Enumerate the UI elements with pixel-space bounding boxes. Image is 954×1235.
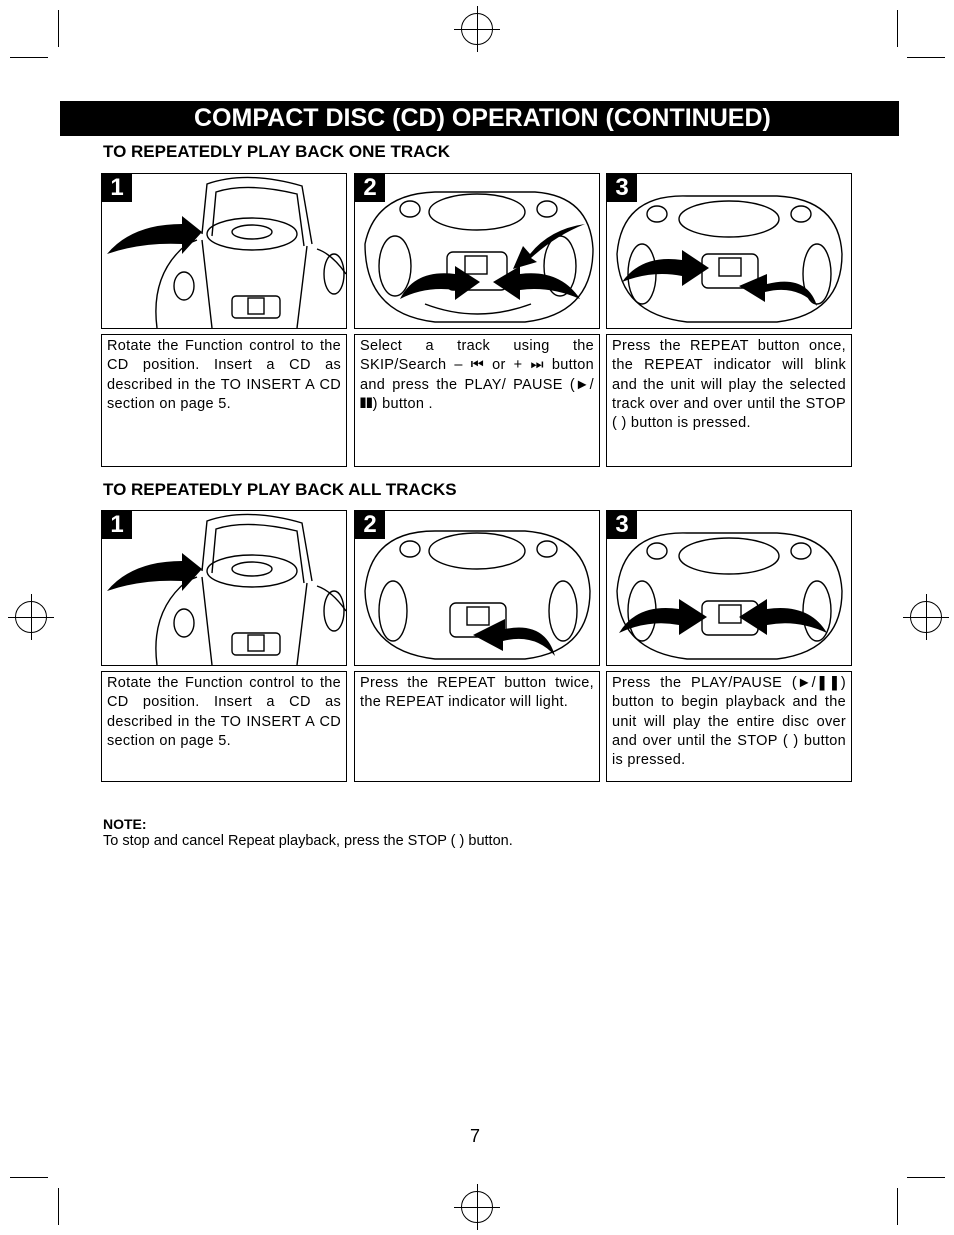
boombox-illustration	[102, 511, 346, 665]
step-number: 1	[102, 511, 132, 539]
step-number: 3	[607, 511, 637, 539]
section-heading-one-track: TO REPEATEDLY PLAY BACK ONE TRACK	[103, 142, 450, 161]
arrow-icon	[107, 216, 202, 254]
arrow-icon	[493, 266, 580, 300]
registration-mark-icon	[461, 1191, 493, 1223]
step-description: Select a track using the SKIP/Search – ⏮ or + ⏭ button and press the PLAY/ PAUSE (►/❚❚) button .	[354, 334, 600, 467]
arrow-icon	[513, 224, 585, 269]
note-text: To stop and cancel Repeat playback, press the STOP ( ) button.	[103, 833, 513, 849]
illustration-panel	[101, 510, 347, 666]
arrow-icon	[107, 553, 202, 591]
crop-mark	[897, 10, 898, 47]
crop-mark	[897, 1188, 898, 1225]
arrow-icon	[622, 250, 709, 286]
section-heading-all-tracks: TO REPEATEDLY PLAY BACK ALL TRACKS	[103, 480, 457, 499]
registration-mark-icon	[910, 601, 942, 633]
arrow-icon	[739, 599, 827, 635]
illustration-panel	[101, 173, 347, 329]
boombox-illustration	[607, 511, 851, 665]
step-number: 2	[355, 511, 385, 539]
arrow-icon	[619, 599, 707, 635]
boombox-illustration	[102, 174, 346, 328]
step-number: 3	[607, 174, 637, 202]
crop-mark	[58, 1188, 59, 1225]
arrow-icon	[400, 266, 480, 300]
crop-mark	[10, 1177, 48, 1178]
arrow-icon	[739, 274, 817, 306]
crop-mark	[10, 57, 48, 58]
boombox-illustration	[355, 511, 599, 665]
illustration-panel	[354, 510, 600, 666]
page-number: 7	[470, 1126, 481, 1146]
crop-mark	[58, 10, 59, 47]
crop-mark	[907, 57, 945, 58]
crop-mark	[907, 1177, 945, 1178]
step-description: Press the REPEAT button twice, the REPEAT indicator will light.	[354, 671, 600, 782]
illustration-panel	[606, 510, 852, 666]
page-title: COMPACT DISC (CD) OPERATION (CONTINUED)	[60, 101, 899, 136]
step-number: 2	[355, 174, 385, 202]
boombox-illustration	[355, 174, 599, 328]
step-number: 1	[102, 174, 132, 202]
illustration-panel	[354, 173, 600, 329]
step-description: Rotate the Function control to the CD position. Insert a CD as described in the TO INSERT A CD section on page 5.	[101, 671, 347, 782]
registration-mark-icon	[15, 601, 47, 633]
boombox-illustration	[607, 174, 851, 328]
step-description: Press the REPEAT button once, the REPEAT indicator will blink and the unit will play the selected track over and over until the STOP ( ) button is pressed.	[606, 334, 852, 467]
note-title: NOTE:	[103, 816, 147, 832]
illustration-panel	[606, 173, 852, 329]
registration-mark-icon	[461, 13, 493, 45]
step-description: Press the PLAY/PAUSE (►/❚❚) button to begin playback and the unit will play the entire disc over and over until the STOP ( ) button is pressed.	[606, 671, 852, 782]
step-description: Rotate the Function control to the CD position. Insert a CD as described in the TO INSERT A CD section on page 5.	[101, 334, 347, 467]
